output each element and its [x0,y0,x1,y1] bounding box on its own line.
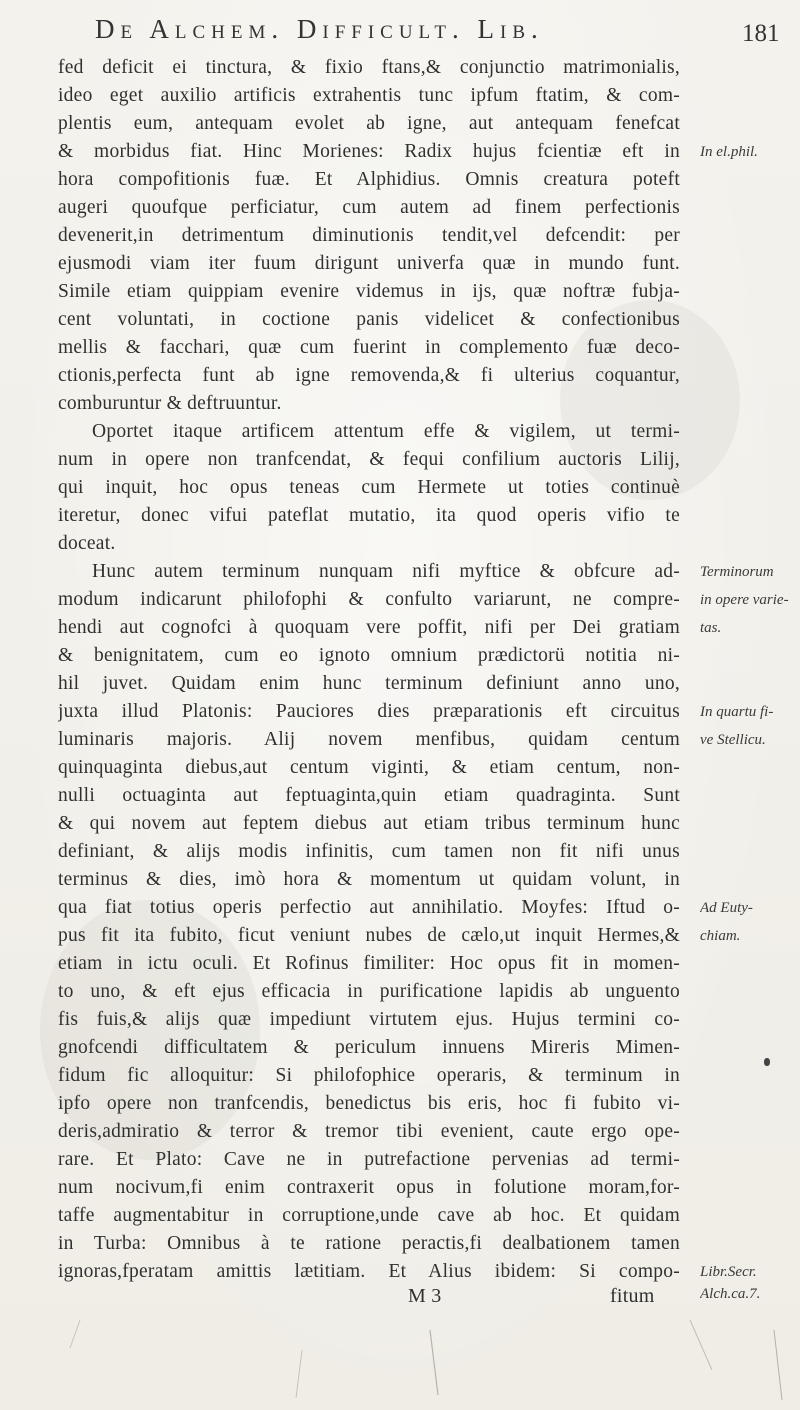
text-line: quinquaginta diebus,aut centum viginti, & etiam centum, non- [58,757,680,778]
text-line: ejusmodi viam iter fuum dirigunt univerfa quæ in mundo funt. [58,253,680,274]
text-line: taffe augmentabitur in corruptione,unde cave ab hoc. Et quidam [58,1205,680,1226]
margin-note: In quartu fi- [700,704,774,720]
text-line: augeri quoufque perficiatur, cum autem ad finem perfectionis [58,197,680,218]
text-line: ctionis,perfecta funt ab igne removenda,& fi ulterius coquantur, [58,365,680,386]
text-line: nulli octuaginta aut feptuaginta,quin etiam quadraginta. Sunt [58,785,680,806]
text-line: modum indicarunt philofophi & confulto variarunt, ne compre- [58,589,680,610]
text-line: Hunc autem terminum nunquam nifi myftice & obfcure ad- [92,561,680,582]
text-line: num in opere non tranfcendat, & fequi confilium auctoris Lilij, [58,449,680,470]
text-line: ipfo opere non tranfcendis, benedictus bis eris, hoc fi fubito vi- [58,1093,680,1114]
show-through-stroke [296,1350,302,1398]
margin-note: Ad Euty- [700,900,753,916]
text-line: devenerit,in detrimentum diminutionis tendit,vel defcendit: per [58,225,680,246]
signature-mark: M 3 [408,1285,442,1307]
text-line: hendi aut cognofci à quoquam vere poffit, nifi per Dei gratiam [58,617,680,638]
ink-blot [764,1058,770,1066]
margin-note: chiam. [700,928,741,944]
text-line: to uno, & eft ejus efficacia in purificatione lapidis ab unguento [58,981,680,1002]
text-line: iteretur, donec vifui pateflat mutatio, ita quod operis vifio te [58,505,680,526]
text-line: fed deficit ei tinctura, & fixio ftans,& conjunctio matrimonialis, [58,57,680,78]
text-line: Oportet itaque artificem attentum effe & vigilem, ut termi- [92,421,680,442]
text-line: fidum fic alloquitur: Si philofophice operaris, & terminum in [58,1065,680,1086]
text-line: qua fiat totius operis perfectio aut annihilatio. Moyfes: Iftud o- [58,897,680,918]
text-line: cent voluntati, in coctione panis videlicet & confectionibus [58,309,680,330]
show-through-stroke [690,1320,712,1370]
text-line: pus fit ita fubito, ficut veniunt nubes de cælo,ut inquit Hermes,& [58,925,680,946]
text-line: deris,admiratio & terror & tremor tibi evenient, caute ergo ope- [58,1121,680,1142]
show-through-stroke [430,1330,438,1395]
text-line: doceat. [58,533,116,554]
running-title: De Alchem. Difficult. Lib. [95,14,544,44]
text-line: definiant, & alijs modis infinitis, cum tamen non fit nifi unus [58,841,680,862]
text-line: hil juvet. Quidam enim hunc terminum definiunt anno uno, [58,673,680,694]
text-line: Simile etiam quippiam evenire videmus in ijs, quæ noftræ fubja- [58,281,680,302]
show-through-stroke [70,1320,80,1348]
text-line: rare. Et Plato: Cave ne in putrefactione pervenias ad termi- [58,1149,680,1170]
margin-note: ve Stellicu. [700,732,766,748]
text-line: qui inquit, hoc opus teneas cum Hermete ut toties continuè [58,477,680,498]
text-line: mellis & facchari, quæ cum fuerint in complemento fuæ deco- [58,337,680,358]
text-line: & benignitatem, cum eo ignoto omnium prædictorü notitia ni- [58,645,680,666]
margin-note: tas. [700,620,722,636]
text-line: etiam in ictu oculi. Et Rofinus fimiliter: Hoc opus fit in momen- [58,953,680,974]
text-line: plentis eum, antequam evolet ab igne, aut antequam fenefcat [58,113,680,134]
margin-note: Alch.ca.7. [700,1286,761,1302]
margin-note: Libr.Secr. [700,1264,757,1280]
text-line: hora compofitionis fuæ. Et Alphidius. Omnis creatura poteft [58,169,680,190]
text-line: comburuntur & deftruuntur. [58,393,282,414]
margin-note: in opere varie- [700,592,789,608]
text-line: gnofcendi difficultatem & periculum innuens Mireris Mimen- [58,1037,680,1058]
text-line: juxta illud Platonis: Pauciores dies præparationis eft circuitus [58,701,680,722]
text-line: & morbidus fiat. Hinc Morienes: Radix hujus fcientiæ eft in [58,141,680,162]
catchword: fitum [610,1285,655,1307]
text-line: fis fuis,& alijs quæ impediunt virtutem ejus. Hujus termini co- [58,1009,680,1030]
text-line: ignoras,fperatam amittis lætitiam. Et Alius ibidem: Si compo- [58,1261,680,1282]
text-line: & qui novem aut feptem diebus aut etiam tribus terminum hunc [58,813,680,834]
page-header [0,14,800,54]
text-line: ideo eget auxilio artificis extrahentis tunc ipfum ftatim, & com- [58,85,680,106]
margin-note: In el.phil. [700,144,758,160]
text-line: num nocivum,fi enim contraxerit opus in folutione moram,for- [58,1177,680,1198]
page-number: 181 [742,20,780,47]
show-through-stroke [774,1330,782,1400]
margin-note: Terminorum [700,564,774,580]
text-line: in Turba: Omnibus à te ratione peractis,fi dealbationem tamen [58,1233,680,1254]
text-line: luminaris majoris. Alij novem menfibus, quidam centum [58,729,680,750]
text-line: terminus & dies, imò hora & momentum ut quidam volunt, in [58,869,680,890]
